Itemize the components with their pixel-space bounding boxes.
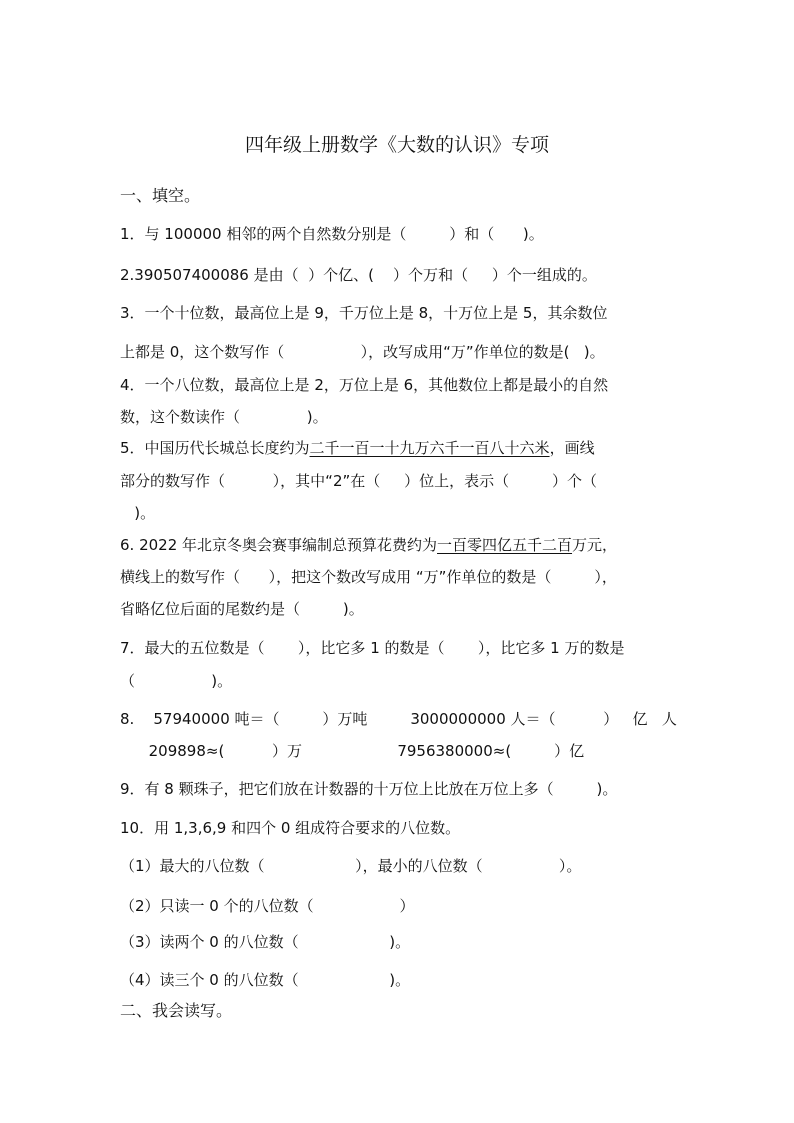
question-4-line-2: 数，这个数读作（ )。 xyxy=(120,408,328,426)
question-6-line-2: 横线上的数写作（ ），把这个数改写成用 “万”作单位的数是（ ）， xyxy=(120,568,617,586)
section-heading-read-write: 二、我会读写。 xyxy=(120,1001,233,1020)
question-6-line-3: 省略亿位后面的尾数约是（ )。 xyxy=(120,600,364,618)
question-8-line-2: 209898≈( ）万 7956380000≈( ）亿 xyxy=(120,742,585,760)
question-7-line-2: （ )。 xyxy=(120,672,233,690)
question-5-line-3: )。 xyxy=(120,504,156,522)
question-10-part-1: （1）最大的八位数（ ），最小的八位数（ ）。 xyxy=(120,857,582,875)
question-2: 2.390507400086 是由（ ）个亿、( ）个万和（ ）个一组成的。 xyxy=(120,266,597,284)
question-10-part-2: （2）只读一 0 个的八位数（ ） xyxy=(120,897,415,915)
question-7-line-1: 7．最大的五位数是（ ），比它多 1 的数是（ ），比它多 1 万的数是 xyxy=(120,639,625,657)
q6-prefix: 6. 2022 年北京冬奥会赛事编制总预算花费约为 xyxy=(120,536,438,554)
section-heading-fill-blank: 一、填空。 xyxy=(120,186,201,205)
question-1: 1．与 100000 相邻的两个自然数分别是（ ）和（ )。 xyxy=(120,225,544,243)
question-10: 10．用 1,3,6,9 和四个 0 组成符合要求的八位数。 xyxy=(120,819,461,837)
q5-suffix: ，画线 xyxy=(549,439,595,457)
question-6-line-1 xyxy=(120,535,617,555)
question-3-line-2: 上都是 0，这个数写作（ ），改写成用“万”作单位的数是( )。 xyxy=(120,343,605,361)
question-3-line-1: 3．一个十位数，最高位上是 9，千万位上是 8，十万位上是 5，其余数位 xyxy=(120,304,608,322)
question-9: 9．有 8 颗珠子，把它们放在计数器的十万位上比放在万位上多（ )。 xyxy=(120,780,618,798)
q5-underlined-number: 二千一百一十九万六千一百八十六米 xyxy=(309,439,550,457)
q6-suffix: 万元， xyxy=(572,536,618,554)
page-title: 四年级上册数学《大数的认识》专项 xyxy=(244,134,549,156)
q6-underlined-number: 一百零四亿五千二百 xyxy=(437,536,573,554)
question-10-part-3: （3）读两个 0 的八位数（ )。 xyxy=(120,933,411,951)
q5-prefix: 5．中国历代长城总长度约为 xyxy=(120,439,310,457)
question-4-line-1: 4．一个八位数，最高位上是 2，万位上是 6，其他数位上都是最小的自然 xyxy=(120,376,609,394)
question-10-part-4: （4）读三个 0 的八位数（ )。 xyxy=(120,971,411,989)
question-8-line-1: 8. 57940000 吨＝（ ）万吨 3000000000 人＝（ ） 亿 人 xyxy=(120,710,677,728)
question-5-line-2: 部分的数写作（ ），其中“2”在（ ）位上，表示（ ）个（ xyxy=(120,472,598,490)
question-5-line-1 xyxy=(120,438,595,458)
